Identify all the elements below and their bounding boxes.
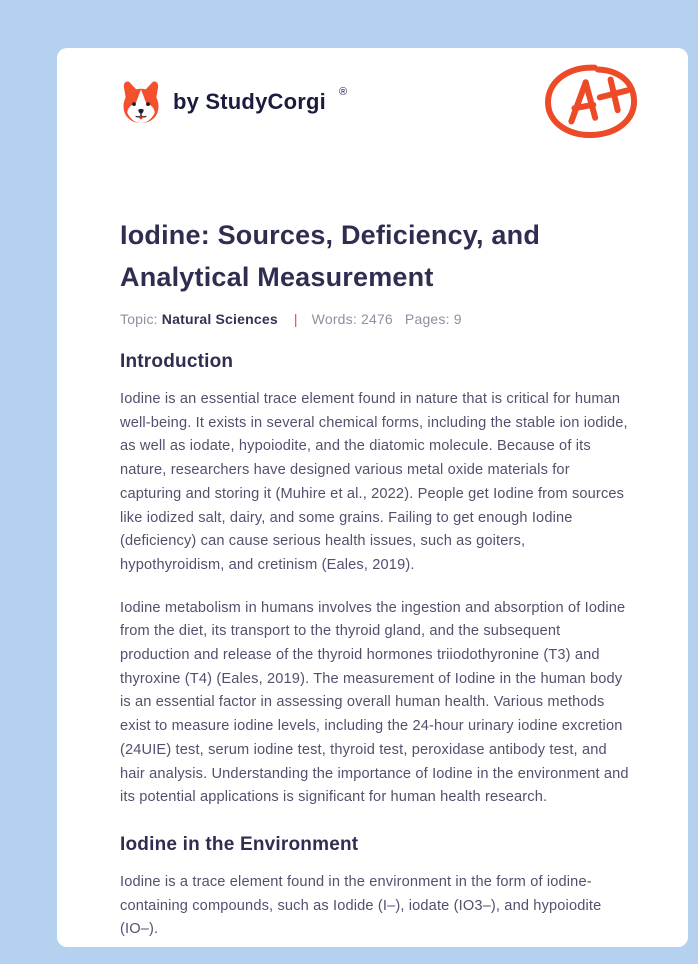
corgi-logo-icon xyxy=(120,78,162,126)
paragraph: Iodine is an essential trace element found in nature that is critical for human well-being. It exists in several chemical forms, including the stable ion iodide, as well as iodate, hypoiodite, and the diatomic molecule. Because of its nature, researchers have designed various metal oxide materials for capturing and storing it (Muhire et al., 2022). People get Iodine from sources like iodized salt, dairy, and some grains. Failing to get enough Iodine (deficiency) can cause serious health issues, such as goiters, hypothyroidism, and cretinism (Eales, 2019). xyxy=(120,391,628,573)
paragraph: Iodine metabolism in humans involves the ingestion and absorption of Iodine from the diet, its transport to the thyroid gland, and the subsequent production and release of the thyroid hormones triiodothyronine (T3) and thyroxine (T4) (Eales, 2019). The measurement of Iodine in the human body is an essential factor in assessing overall human health. Various methods exist to measure iodine levels, including the 24-hour urinary iodine excretion (24UIE) test, serum iodine test, thyroid test, peroxidase antibody test, and hair analysis. Understanding the importance of Iodine in the environment and its potential applications is significant for human health research. xyxy=(120,599,629,806)
paragraph: Iodine is a trace element found in the environment in the form of iodine-containing compounds, such as Iodide (I–), iodate (IO3–), and hypoiodite (IO–). xyxy=(120,873,602,938)
essay-meta xyxy=(120,311,628,327)
studycorgi-brand[interactable] xyxy=(120,78,348,126)
brand-label: by StudyCorgi xyxy=(173,89,326,114)
pages-label: Pages: xyxy=(404,311,450,327)
essay-body xyxy=(120,349,632,942)
essay-card xyxy=(57,48,688,947)
essay-section xyxy=(120,832,632,942)
pages-value: 9 xyxy=(453,311,462,327)
topic-label: Topic: xyxy=(120,311,158,327)
section-heading: Introduction xyxy=(120,351,234,372)
words-label: Words: xyxy=(311,311,357,327)
topic-link[interactable]: Natural Sciences xyxy=(161,311,278,327)
section-heading: Iodine in the Environment xyxy=(120,833,359,855)
registered-trademark: ® xyxy=(338,86,348,98)
essay-section xyxy=(120,349,632,810)
meta-separator: | xyxy=(293,311,298,327)
essay-title: Iodine: Sources, Deficiency, and Analytical Measurement xyxy=(120,220,541,292)
words-value: 2476 xyxy=(360,311,393,327)
card-header xyxy=(120,78,628,170)
a-plus-grade-stamp-icon xyxy=(542,62,640,145)
